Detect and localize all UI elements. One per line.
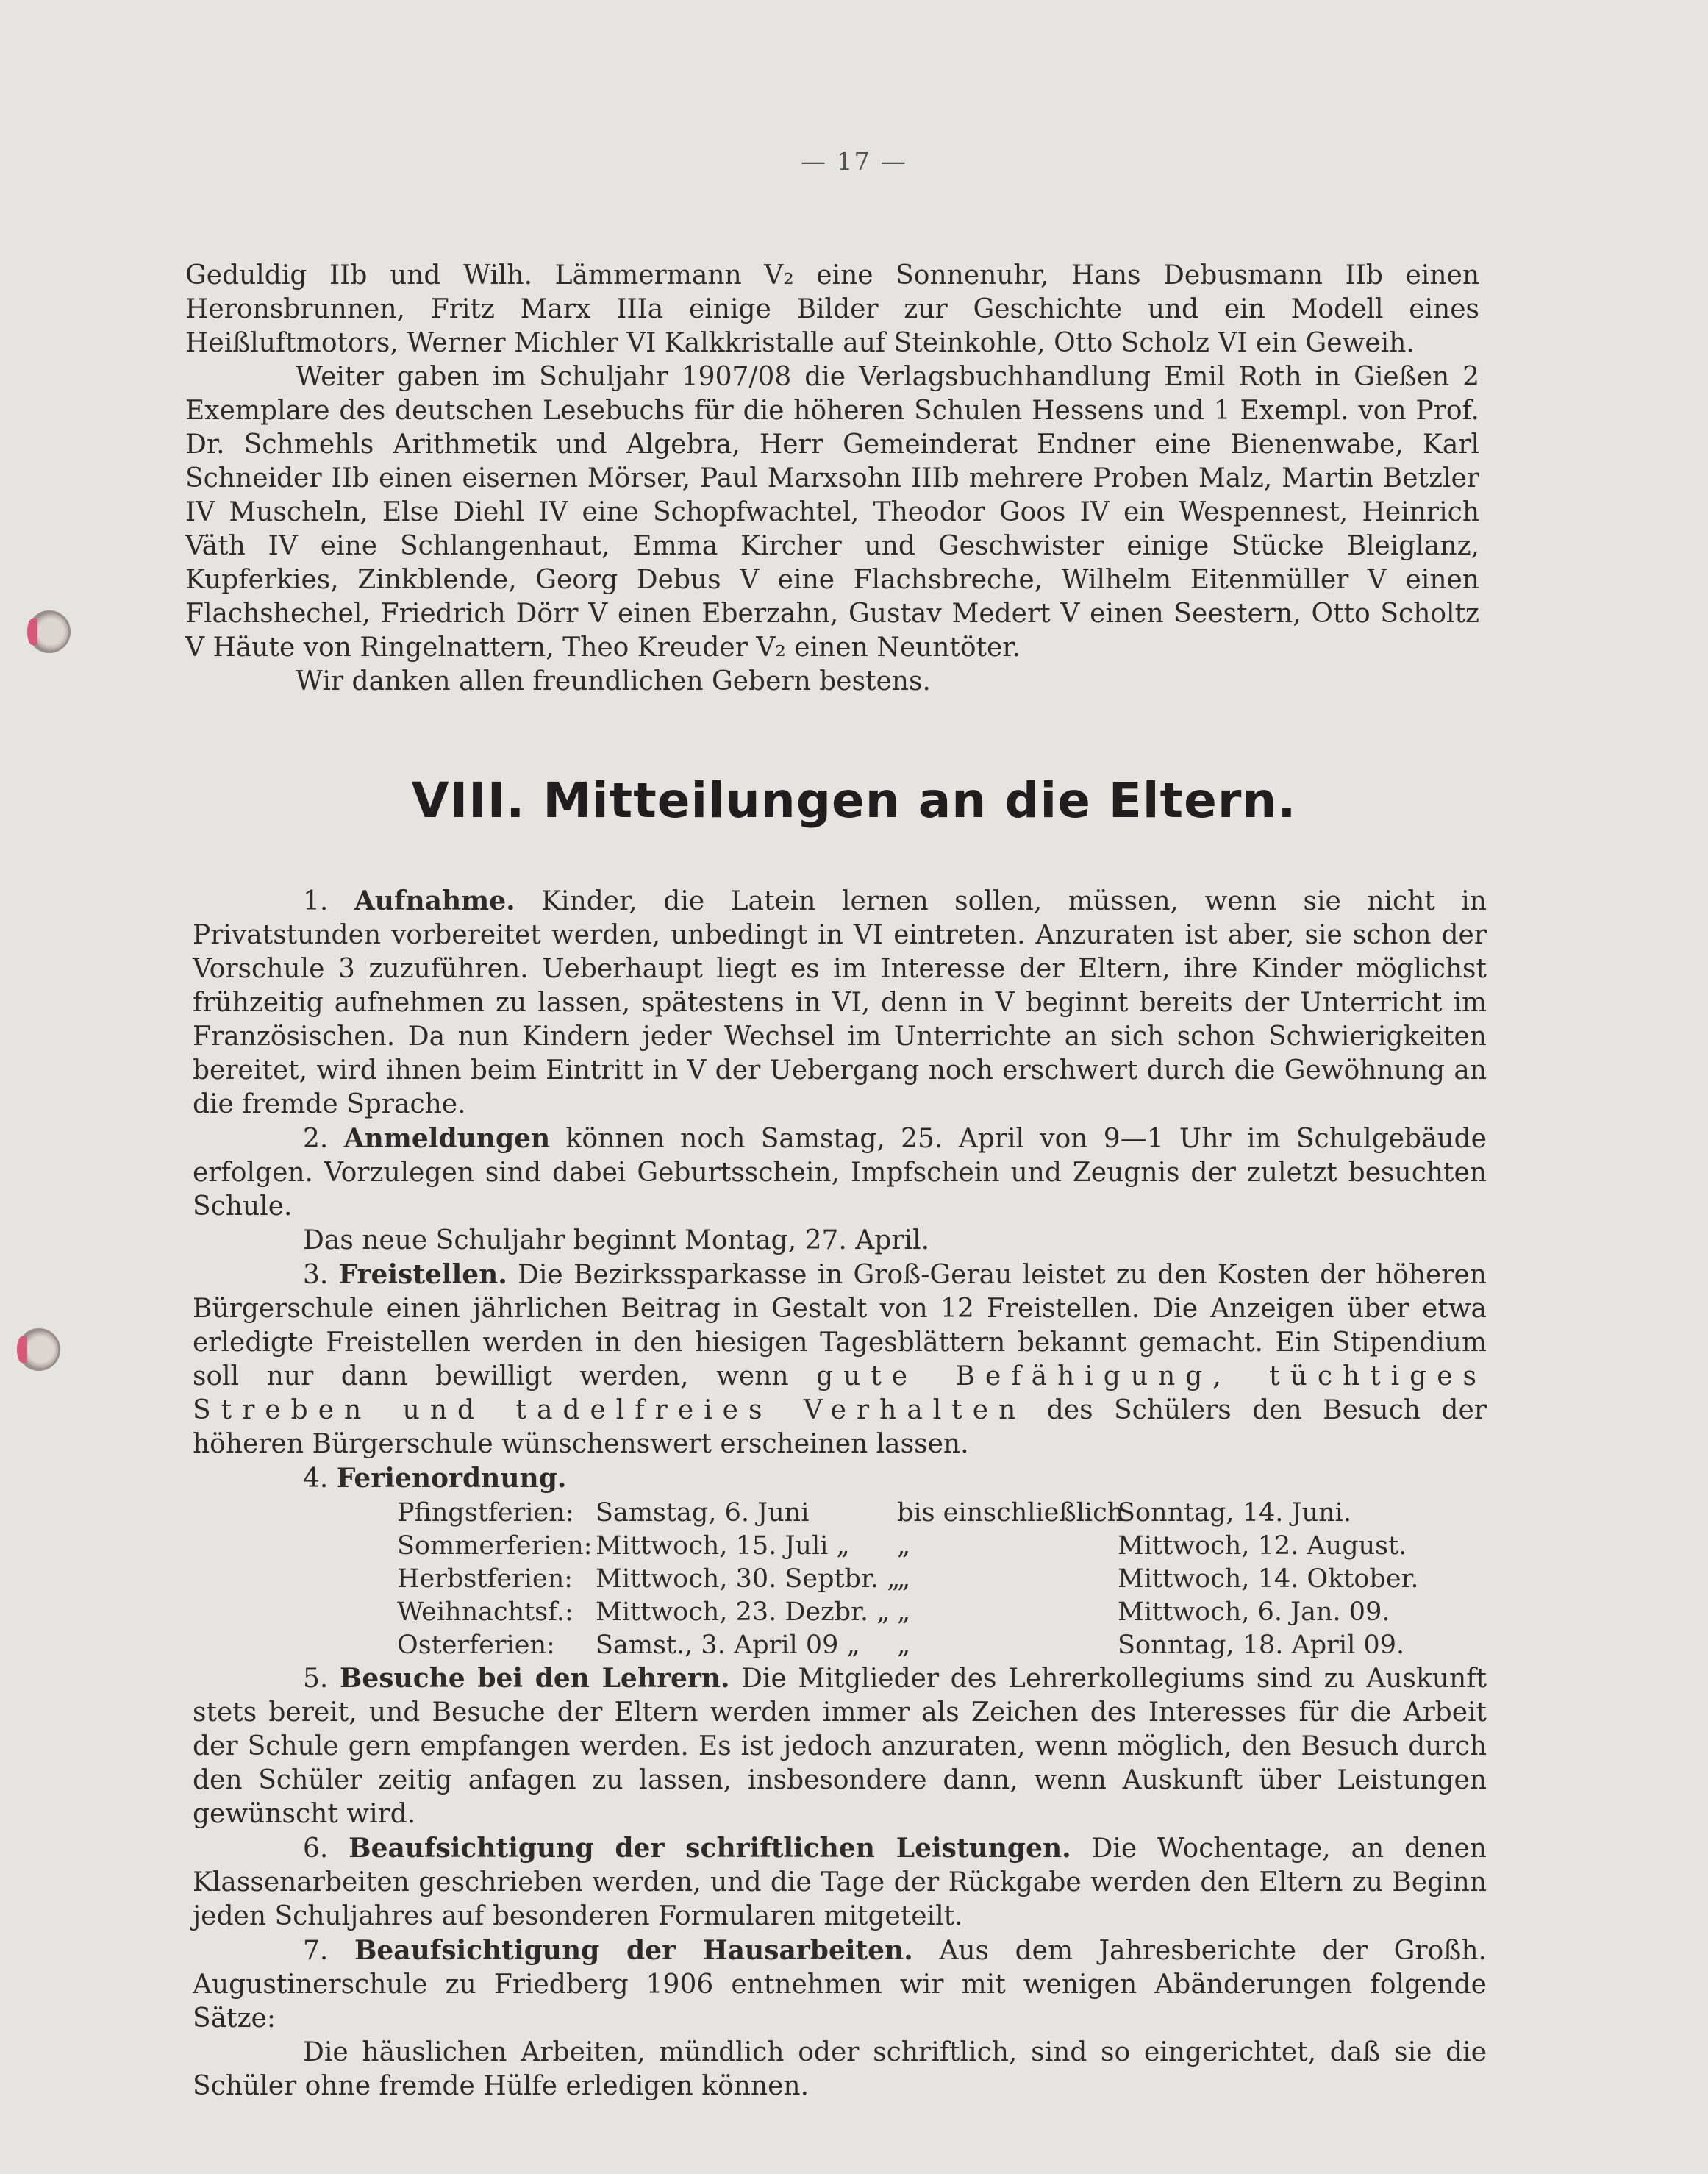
notice-holidays: [193, 1461, 1487, 1496]
holiday-table: [397, 1496, 1487, 1661]
notice-spaced-text: gute Befähigung, tüchtiges Streben und tadelfreies Verhalten: [193, 1361, 1487, 1425]
holiday-row: [397, 1595, 1487, 1628]
section-heading: VIII. Mitteilungen an die Eltern.: [411, 772, 1297, 829]
notice-text: Das neue Schuljahr beginnt Montag, 27. April.: [303, 1225, 930, 1255]
holiday-name: Sommerferien:: [397, 1531, 593, 1561]
notice-heading: Beaufsichtigung der Hausarbeiten.: [354, 1935, 913, 1966]
notice-number: 3.: [303, 1260, 329, 1290]
notice-text: Die Bezirkssparkasse in Groß-Gerau leistet zu den Kosten der höheren Bürgerschule einen jährlichen Beitrag in Gestalt von 12 Freistellen. Die Anzeigen über etwa erledigte Freistellen werden in den hiesigen Tagesblättern bekannt gemacht. Ein Stipendium soll nur dann bewilligt werden, wenn: [193, 1260, 1487, 1391]
holiday-end: Sonntag, 14. Juni.: [1118, 1498, 1351, 1528]
notice-free-places: [193, 1258, 1487, 1461]
holiday-connector: bis einschließlich: [897, 1498, 1124, 1528]
notice-homework: [193, 1934, 1487, 2036]
holiday-row: [397, 1562, 1487, 1595]
page-number: — 17 —: [801, 147, 907, 177]
holiday-name: Pfingstferien:: [397, 1498, 574, 1528]
notice-heading: Ferienordnung.: [336, 1463, 567, 1494]
notice-number: 5.: [303, 1664, 329, 1694]
notice-number: 7.: [303, 1936, 329, 1966]
notice-number: 4.: [303, 1464, 329, 1494]
notice-number: 6.: [303, 1833, 329, 1864]
holiday-end: Mittwoch, 14. Oktober.: [1118, 1564, 1419, 1594]
holiday-row: [397, 1628, 1487, 1661]
donations-section: [185, 259, 1479, 699]
notices-section: [193, 884, 1487, 2103]
holiday-end: Mittwoch, 12. August.: [1118, 1531, 1407, 1561]
holiday-name: Osterferien:: [397, 1630, 555, 1660]
donations-paragraph: Geduldig IIb und Wilh. Lämmermann V₂ eine Sonnenuhr, Hans Debusmann IIb einen Heronsbrunnen, Fritz Marx IIIa einige Bilder zur Geschichte und ein Modell eines Heißluftmotors, Werner Michler VI Kalkkristalle auf Steinkohle, Otto Scholz VI ein Geweih.: [185, 260, 1479, 358]
holiday-name: Herbstferien:: [397, 1564, 573, 1594]
notice-written-work: [193, 1831, 1487, 1934]
holiday-start: Samst., 3. April 09 „: [596, 1630, 860, 1660]
notice-heading: Beaufsichtigung der schriftlichen Leistungen.: [349, 1833, 1071, 1864]
holiday-row: [397, 1529, 1487, 1562]
holiday-end: Mittwoch, 6. Jan. 09.: [1118, 1597, 1390, 1627]
holiday-name: Weihnachtsf.:: [397, 1597, 573, 1627]
notice-text: Kinder, die Latein lernen sollen, müssen, wenn sie nicht in Privatstunden vorbereitet werden, unbedingt in VI eintreten. Anzuraten ist aber, sie schon der Vorschule 3 zuzuführen. Ueberhaupt liegt es im Interesse der Eltern, ihre Kinder möglichst frühzeitig aufnehmen zu lassen, spätestens in VI, denn in V beginnt bereits der Unterricht im Französischen. Da nun Kindern jeder Wechsel im Unterrichte an sich schon Schwierigkeiten bereitet, wird ihnen beim Eintritt in V der Uebergang noch erschwert durch die Gewöhnung an die fremde Sprache.: [193, 886, 1487, 1119]
notice-text: können noch Samstag, 25. April von 9—1 Uhr im Schulgebäude erfolgen. Vorzulegen sind dabei Geburtsschein, Impfschein und Zeugnis der zuletzt besuchten Schule.: [193, 1124, 1487, 1222]
notice-teacher-visits: [193, 1661, 1487, 1831]
donations-closing: Wir danken allen freundlichen Gebern bestens.: [296, 666, 931, 696]
holiday-start: Mittwoch, 23. Dezbr. „: [596, 1597, 890, 1627]
notice-number: 2.: [303, 1124, 329, 1154]
notice-heading: Anmeldungen: [343, 1123, 551, 1154]
notice-registration: [193, 1122, 1487, 1224]
notice-heading: Freistellen.: [338, 1259, 507, 1290]
notice-heading: Aufnahme.: [354, 885, 515, 916]
punch-hole: [18, 1328, 60, 1371]
holiday-connector: „: [897, 1531, 911, 1561]
holiday-connector: „: [897, 1597, 911, 1627]
notice-text: Die häuslichen Arbeiten, mündlich oder schriftlich, sind so eingerichtet, daß sie die Schüler ohne fremde Hülfe erledigen können.: [193, 2037, 1487, 2101]
notice-text: Die Wochentage, an denen Klassenarbeiten geschrieben werden, und die Tage der Rückgabe werden den Eltern zu Beginn jeden Schuljahres auf besonderen Formularen mitgeteilt.: [193, 1833, 1487, 1931]
holiday-start: Mittwoch, 30. Septbr. „: [596, 1564, 901, 1594]
holiday-connector: „: [897, 1630, 911, 1660]
notice-heading: Besuche bei den Lehrern.: [339, 1663, 730, 1694]
holiday-start: Mittwoch, 15. Juli „: [596, 1531, 850, 1561]
notice-text: des Schülers den Besuch der höheren Bürgerschule wünschenswert erscheinen lassen.: [193, 1395, 1487, 1459]
holiday-end: Sonntag, 18. April 09.: [1118, 1630, 1405, 1660]
donations-paragraph: Weiter gaben im Schuljahr 1907/08 die Verlagsbuchhandlung Emil Roth in Gießen 2 Exemplare des deutschen Lesebuchs für die höheren Schulen Hessens und 1 Exempl. von Prof. Dr. Schmehls Arithmetik und Algebra, Herr Gemeinderat Endner eine Bienenwabe, Karl Schneider IIb einen eisernen Mörser, Paul Marxsohn IIIb mehrere Proben Malz, Martin Betzler IV Muscheln, Else Diehl IV eine Schopfwachtel, Theodor Goos IV ein Wespennest, Heinrich Väth IV eine Schlangenhaut, Emma Kircher und Geschwister einige Stücke Bleiglanz, Kupferkies, Zinkblende, Georg Debus V eine Flachsbreche, Wilhelm Eitenmüller V einen Flachshechel, Friedrich Dörr V einen Eberzahn, Gustav Medert V einen Seestern, Otto Scholtz V Häute von Ringelnattern, Theo Kreuder V₂ einen Neuntöter.: [185, 362, 1479, 663]
holiday-row: [397, 1496, 1487, 1529]
notice-text: Aus dem Jahresberichte der Großh. Augustinerschule zu Friedberg 1906 entnehmen wir mit wenigen Abänderungen folgende Sätze:: [193, 1936, 1487, 2034]
notice-text: Die Mitglieder des Lehrerkollegiums sind zu Auskunft stets bereit, und Besuche der Eltern werden immer als Zeichen des Interesses für die Arbeit der Schule gern empfangen werden. Es ist jedoch anzuraten, wenn möglich, den Besuch durch den Schüler zeitig anfagen zu lassen, insbesondere dann, wenn Auskunft über Leistungen gewünscht wird.: [193, 1664, 1487, 1829]
holiday-connector: „: [897, 1564, 911, 1594]
notice-number: 1.: [303, 886, 329, 916]
holiday-start: Samstag, 6. Juni: [596, 1498, 810, 1528]
notice-admission: [193, 884, 1487, 1122]
punch-hole: [28, 610, 71, 653]
